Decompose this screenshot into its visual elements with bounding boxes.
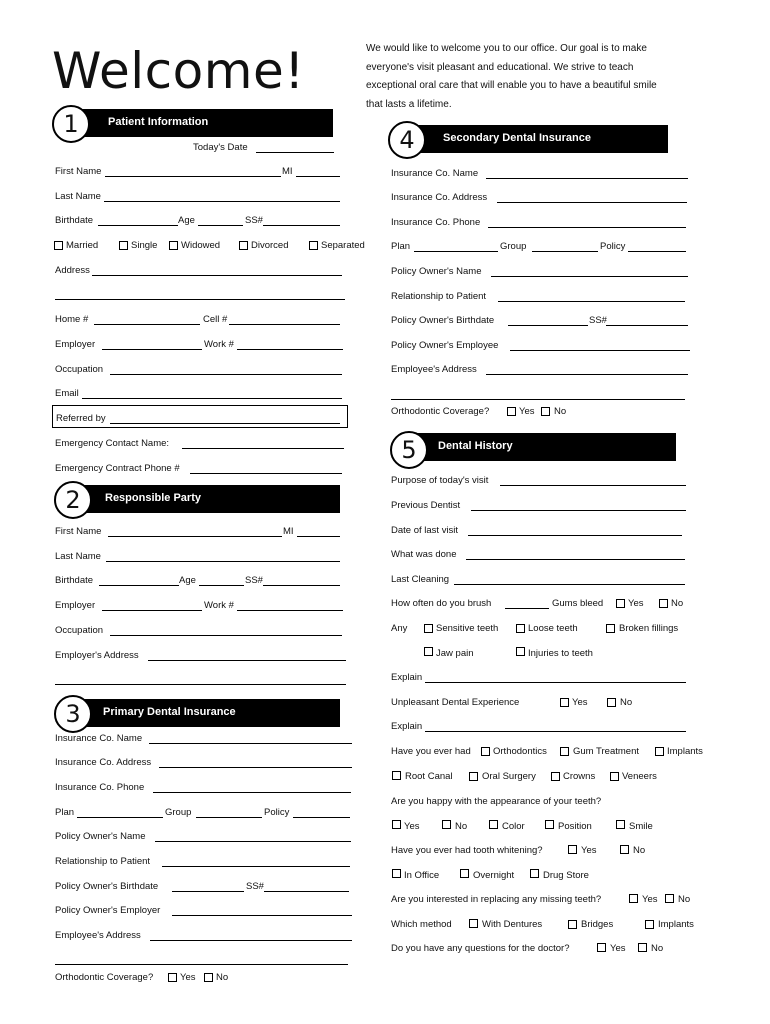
s-ortho-yes-label: Yes — [519, 406, 535, 417]
todays-date-field[interactable] — [256, 152, 334, 153]
rp-birthdate-field[interactable] — [99, 585, 179, 586]
sensitive-checkbox[interactable] — [424, 624, 433, 633]
cell-phone-label: Cell # — [203, 314, 228, 325]
intro-line: exceptional oral care that will enable you to have a beautiful smile — [366, 80, 657, 91]
replacing-yes-label: Yes — [642, 894, 658, 905]
s-ss-label: SS# — [589, 315, 607, 326]
p-owner-birthdate-label: Policy Owner's Birthdate — [55, 881, 159, 892]
last-visit-field[interactable] — [468, 535, 682, 536]
referred-by-field[interactable] — [110, 423, 340, 424]
which-method-label: Which method — [391, 919, 452, 930]
explain2-field[interactable] — [425, 731, 686, 732]
emergency-phone-field[interactable] — [190, 473, 342, 474]
veneers-checkbox[interactable] — [610, 772, 619, 781]
p-owner-name-label: Policy Owner's Name — [55, 831, 146, 842]
age-label: Age — [178, 215, 195, 226]
dentures-checkbox[interactable] — [469, 919, 478, 928]
replacing-no-label: No — [678, 894, 691, 905]
work-phone-label: Work # — [204, 339, 234, 350]
p-owner-employer-label: Policy Owner's Employer — [55, 905, 161, 916]
any-label: Any — [391, 623, 408, 634]
last-cleaning-field[interactable] — [454, 584, 685, 585]
root-canal-checkbox[interactable] — [392, 771, 401, 780]
section-header-dental-history — [400, 433, 676, 461]
section-title: Secondary Dental Insurance — [443, 132, 591, 144]
dentures-label: With Dentures — [482, 919, 543, 930]
mi-field[interactable] — [296, 176, 340, 177]
whitening-yes-checkbox[interactable] — [568, 845, 577, 854]
rp-last-name-label: Last Name — [55, 551, 101, 562]
work-phone-field[interactable] — [237, 349, 343, 350]
widowed-checkbox[interactable] — [169, 241, 178, 250]
rp-occupation-field[interactable] — [110, 635, 342, 636]
page-title: Welcome! — [52, 42, 305, 100]
s-owner-employee-label: Policy Owner's Employee — [391, 340, 499, 351]
section-number-badge: 4 — [388, 121, 426, 159]
sensitive-label: Sensitive teeth — [436, 623, 499, 634]
explain-label: Explain — [391, 672, 423, 683]
intro-line: We would like to welcome you to our office. Our goal is to make — [366, 43, 647, 54]
occupation-label: Occupation — [55, 364, 104, 375]
s-owner-birthdate-field[interactable] — [508, 325, 588, 326]
s-owner-birthdate-label: Policy Owner's Birthdate — [391, 315, 495, 326]
bridges-label: Bridges — [581, 919, 614, 930]
method-implants-label: Implants — [658, 919, 694, 930]
loose-checkbox[interactable] — [516, 624, 525, 633]
oral-surgery-checkbox[interactable] — [469, 772, 478, 781]
s-ortho-label: Orthodontic Coverage? — [391, 406, 490, 417]
p-ortho-yes-label: Yes — [180, 972, 196, 983]
address-line2-field[interactable] — [55, 299, 345, 300]
mi-label: MI — [282, 166, 293, 177]
s-ins-phone-field[interactable] — [488, 227, 686, 228]
replacing-label: Are you interested in replacing any missing teeth? — [391, 894, 602, 905]
s-owner-name-field[interactable] — [491, 276, 688, 277]
rp-ss-field[interactable] — [263, 585, 340, 586]
p-employee-address-field[interactable] — [150, 940, 352, 941]
overnight-checkbox[interactable] — [460, 869, 469, 878]
overnight-label: Overnight — [473, 870, 515, 881]
previous-dentist-field[interactable] — [471, 510, 686, 511]
smile-label: Smile — [629, 821, 653, 832]
p-ins-name-label: Insurance Co. Name — [55, 733, 143, 744]
gums-bleed-label: Gums bleed — [552, 598, 604, 609]
drug-store-checkbox[interactable] — [530, 869, 539, 878]
whitening-no-label: No — [633, 845, 646, 856]
unpleasant-no-label: No — [620, 697, 633, 708]
p-relationship-field[interactable] — [162, 866, 350, 867]
p-owner-employer-field[interactable] — [172, 915, 352, 916]
replacing-yes-checkbox[interactable] — [629, 894, 638, 903]
unpleasant-label: Unpleasant Dental Experience — [391, 697, 520, 708]
s-employee-address-label: Employee's Address — [391, 364, 477, 375]
p-policy-field[interactable] — [293, 817, 350, 818]
p-ortho-label: Orthodontic Coverage? — [55, 972, 154, 983]
questions-no-checkbox[interactable] — [638, 943, 647, 952]
rp-occupation-label: Occupation — [55, 625, 104, 636]
last-name-label: Last Name — [55, 191, 101, 202]
s-ortho-no-checkbox[interactable] — [541, 407, 550, 416]
previous-dentist-label: Previous Dentist — [391, 500, 461, 511]
employer-label: Employer — [55, 339, 96, 350]
oral-surgery-label: Oral Surgery — [482, 771, 536, 782]
address-field[interactable] — [92, 275, 342, 276]
divorced-checkbox[interactable] — [239, 241, 248, 250]
s-plan-field[interactable] — [414, 251, 498, 252]
in-office-label: In Office — [404, 870, 440, 881]
first-name-field[interactable] — [105, 176, 281, 177]
s-owner-name-label: Policy Owner's Name — [391, 266, 482, 277]
s-employee-address-field[interactable] — [486, 374, 688, 375]
explain2-label: Explain — [391, 721, 423, 732]
p-ortho-no-label: No — [216, 972, 229, 983]
email-label: Email — [55, 388, 79, 399]
s-ins-address-label: Insurance Co. Address — [391, 192, 488, 203]
email-field[interactable] — [82, 398, 342, 399]
jaw-checkbox[interactable] — [424, 647, 433, 656]
s-ins-address-field[interactable] — [497, 202, 687, 203]
p-group-label: Group — [165, 807, 192, 818]
rp-employer-field[interactable] — [102, 610, 202, 611]
replacing-no-checkbox[interactable] — [665, 894, 674, 903]
section-number-badge: 1 — [52, 105, 90, 143]
gum-treatment-checkbox[interactable] — [560, 747, 569, 756]
explain-field[interactable] — [425, 682, 686, 683]
p-ins-phone-label: Insurance Co. Phone — [55, 782, 145, 793]
drug-store-label: Drug Store — [543, 870, 589, 881]
rp-birthdate-label: Birthdate — [55, 575, 94, 586]
s-ortho-yes-checkbox[interactable] — [507, 407, 516, 416]
have-had-label: Have you ever had — [391, 746, 471, 757]
separated-checkbox[interactable] — [309, 241, 318, 250]
separated-label: Separated — [321, 240, 365, 251]
unpleasant-yes-checkbox[interactable] — [560, 698, 569, 707]
broken-label: Broken fillings — [619, 623, 679, 634]
referred-by-label: Referred by — [56, 413, 106, 424]
last-cleaning-label: Last Cleaning — [391, 574, 450, 585]
p-employee-address-label: Employee's Address — [55, 930, 141, 941]
address-label: Address — [55, 265, 90, 276]
section-header-secondary-insurance — [400, 125, 668, 153]
section-title: Patient Information — [108, 116, 209, 128]
p-plan-label: Plan — [55, 807, 75, 818]
last-visit-label: Date of last visit — [391, 525, 459, 536]
ss-field[interactable] — [263, 225, 340, 226]
birthdate-field[interactable] — [98, 225, 178, 226]
section-title: Dental History — [438, 440, 513, 452]
whitening-yes-label: Yes — [581, 845, 597, 856]
home-phone-label: Home # — [55, 314, 89, 325]
bridges-checkbox[interactable] — [568, 920, 577, 929]
happy-yes-label: Yes — [404, 821, 420, 832]
home-phone-field[interactable] — [94, 324, 200, 325]
p-employee-address-line2-field[interactable] — [55, 964, 348, 965]
divorced-label: Divorced — [251, 240, 289, 251]
unpleasant-yes-label: Yes — [572, 697, 588, 708]
p-ins-phone-field[interactable] — [153, 792, 351, 793]
emergency-contact-field[interactable] — [182, 448, 344, 449]
intro-text — [366, 40, 657, 114]
s-owner-employee-field[interactable] — [510, 350, 690, 351]
first-name-label: First Name — [55, 166, 102, 177]
section-number-badge: 2 — [54, 481, 92, 519]
gums-no-checkbox[interactable] — [659, 599, 668, 608]
color-checkbox[interactable] — [489, 820, 498, 829]
position-checkbox[interactable] — [545, 820, 554, 829]
questions-yes-checkbox[interactable] — [597, 943, 606, 952]
crowns-label: Crowns — [563, 771, 596, 782]
section-header-primary-insurance — [70, 699, 340, 727]
rp-employer-address-line2-field[interactable] — [55, 684, 346, 685]
questions-yes-label: Yes — [610, 943, 626, 954]
s-plan-label: Plan — [391, 241, 411, 252]
happy-yes-checkbox[interactable] — [392, 820, 401, 829]
p-ss-label: SS# — [246, 881, 264, 892]
p-relationship-label: Relationship to Patient — [55, 856, 151, 867]
p-ins-address-field[interactable] — [159, 767, 352, 768]
intro-line: everyone's visit pleasant and educational. We strive to teach — [366, 61, 634, 73]
brush-field[interactable] — [505, 608, 549, 609]
rp-mi-field[interactable] — [297, 536, 340, 537]
orthodontics-label: Orthodontics — [493, 746, 547, 757]
rp-first-name-field[interactable] — [108, 536, 282, 537]
section-number-badge: 5 — [390, 431, 428, 469]
p-plan-field[interactable] — [77, 817, 163, 818]
injuries-label: Injuries to teeth — [528, 648, 593, 659]
married-label: Married — [66, 240, 99, 251]
happy-no-checkbox[interactable] — [442, 820, 451, 829]
rp-employer-label: Employer — [55, 600, 96, 611]
married-checkbox[interactable] — [54, 241, 63, 250]
method-implants-checkbox[interactable] — [645, 920, 654, 929]
rp-age-field[interactable] — [199, 585, 244, 586]
crowns-checkbox[interactable] — [551, 772, 560, 781]
age-field[interactable] — [198, 225, 243, 226]
ss-label: SS# — [245, 215, 263, 226]
color-label: Color — [502, 821, 525, 832]
emergency-phone-label: Emergency Contract Phone # — [55, 463, 180, 474]
cell-phone-field[interactable] — [229, 324, 340, 325]
jaw-label: Jaw pain — [436, 648, 474, 659]
whitening-no-checkbox[interactable] — [620, 845, 629, 854]
s-ortho-no-label: No — [554, 406, 567, 417]
orthodontics-checkbox[interactable] — [481, 747, 490, 756]
rp-ss-label: SS# — [245, 575, 263, 586]
veneers-label: Veneers — [622, 771, 657, 782]
gum-treatment-label: Gum Treatment — [573, 746, 639, 757]
intro-line: that lasts a lifetime. — [366, 98, 452, 110]
gums-no-label: No — [671, 598, 684, 609]
unpleasant-no-checkbox[interactable] — [607, 698, 616, 707]
p-ss-field[interactable] — [264, 891, 349, 892]
section-title: Primary Dental Insurance — [103, 706, 236, 718]
section-header-responsible — [70, 485, 340, 513]
single-checkbox[interactable] — [119, 241, 128, 250]
questions-no-label: No — [651, 943, 664, 954]
birthdate-label: Birthdate — [55, 215, 94, 226]
implants-label: Implants — [667, 746, 703, 757]
section-title: Responsible Party — [105, 492, 201, 504]
happy-no-label: No — [455, 821, 468, 832]
employer-field[interactable] — [102, 349, 202, 350]
section-number-badge: 3 — [54, 695, 92, 733]
s-ins-name-label: Insurance Co. Name — [391, 168, 479, 179]
s-employee-address-line2-field[interactable] — [391, 399, 685, 400]
s-group-label: Group — [500, 241, 527, 252]
p-group-field[interactable] — [196, 817, 262, 818]
smile-checkbox[interactable] — [616, 820, 625, 829]
broken-checkbox[interactable] — [606, 624, 615, 633]
single-label: Single — [131, 240, 158, 251]
occupation-field[interactable] — [110, 374, 342, 375]
p-ins-name-field[interactable] — [149, 743, 352, 744]
gums-yes-checkbox[interactable] — [616, 599, 625, 608]
section-header-patient — [70, 109, 333, 137]
gums-yes-label: Yes — [628, 598, 644, 609]
rp-mi-label: MI — [283, 526, 294, 537]
p-ortho-no-checkbox[interactable] — [204, 973, 213, 982]
rp-last-name-field[interactable] — [106, 561, 340, 562]
purpose-label: Purpose of today's visit — [391, 475, 489, 486]
todays-date-label: Today's Date — [193, 142, 248, 153]
rp-age-label: Age — [179, 575, 196, 586]
p-ins-address-label: Insurance Co. Address — [55, 757, 152, 768]
last-name-field[interactable] — [104, 201, 340, 202]
s-ins-phone-label: Insurance Co. Phone — [391, 217, 481, 228]
in-office-checkbox[interactable] — [392, 869, 401, 878]
loose-label: Loose teeth — [528, 623, 578, 634]
implants-checkbox[interactable] — [655, 747, 664, 756]
whitening-label: Have you ever had tooth whitening? — [391, 845, 543, 856]
root-canal-label: Root Canal — [405, 771, 453, 782]
s-policy-label: Policy — [600, 241, 626, 252]
questions-label: Do you have any questions for the doctor? — [391, 943, 570, 954]
emergency-contact-label: Emergency Contact Name: — [55, 438, 170, 449]
p-policy-label: Policy — [264, 807, 290, 818]
purpose-field[interactable] — [500, 485, 686, 486]
what-done-label: What was done — [391, 549, 457, 560]
p-owner-name-field[interactable] — [155, 841, 351, 842]
s-ins-name-field[interactable] — [486, 178, 688, 179]
rp-work-field[interactable] — [237, 610, 343, 611]
brush-label: How often do you brush — [391, 598, 492, 609]
rp-employer-address-label: Employer's Address — [55, 650, 139, 661]
p-owner-birthdate-field[interactable] — [172, 891, 244, 892]
widowed-label: Widowed — [181, 240, 221, 251]
s-relationship-field[interactable] — [498, 301, 685, 302]
rp-employer-address-field[interactable] — [148, 660, 346, 661]
p-ortho-yes-checkbox[interactable] — [168, 973, 177, 982]
what-done-field[interactable] — [466, 559, 685, 560]
s-relationship-label: Relationship to Patient — [391, 291, 487, 302]
injuries-checkbox[interactable] — [516, 647, 525, 656]
s-group-field[interactable] — [532, 251, 598, 252]
rp-work-label: Work # — [204, 600, 234, 611]
s-ss-field[interactable] — [606, 325, 688, 326]
s-policy-field[interactable] — [628, 251, 686, 252]
position-label: Position — [558, 821, 592, 832]
rp-first-name-label: First Name — [55, 526, 102, 537]
happy-label: Are you happy with the appearance of your teeth? — [391, 796, 602, 807]
